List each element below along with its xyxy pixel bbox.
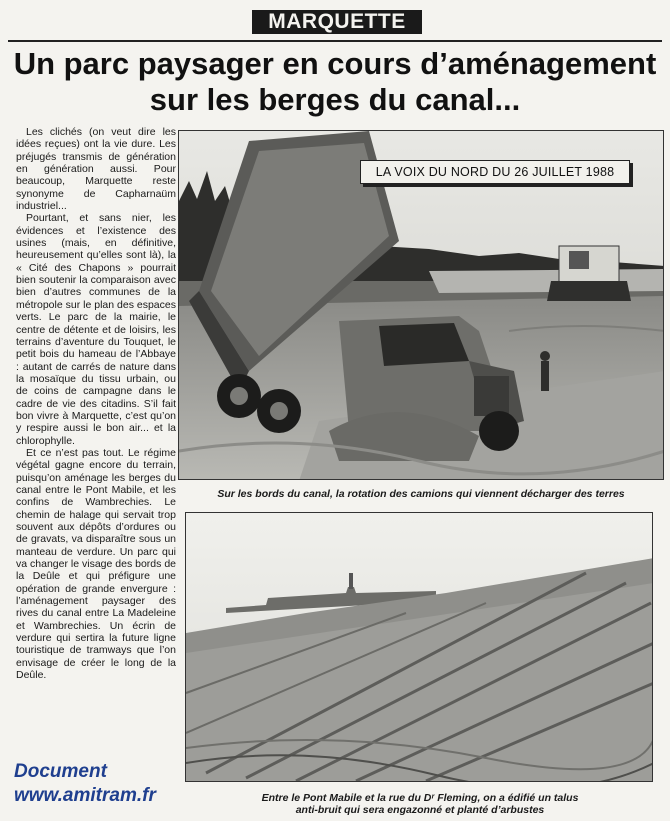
article-paragraph: Les clichés (on veut dire les idées reçues) ont la vie dure. Les préjugés transmis de génération en génération aussi. Pour beaucoup, Marquette reste synonyme de Capharnaüm industriel... [16,126,176,213]
headline-line-1: Un parc paysager en cours d’aménagement [13,46,657,81]
photo-caption-1: Sur les bords du canal, la rotation des camions qui viennent décharger des terres [217,488,625,500]
photo-caption-2-line-1: Entre le Pont Mabile et la rue du Dʳ Fleming, on a édifié un talus [261,792,579,804]
article-paragraph: Et ce n’est pas tout. Le régime végétal gagne encore du terrain, puisqu’on aménage les berges du canal entre le Pont Mabile, et les confins de Wambrechies. Le chemin de halage qui servait trop souvent aux dépôts d’ordures ou de gravats, va disparaître sous un manteau de verdure. Un parc qui va changer le visage des bords de la Deûle et qui préfigure une opération de grande envergure : l’aménagement paysager des rives du canal entre La Madeleine et Wambrechies. Un écrin de verdure qui sertira la future ligne touristique de tramways que l’on envisage de créer le long de la Deûle. [16,446,176,682]
headline-line-2: sur les berges du canal... [149,82,521,117]
section-kicker: MARQUETTE [252,10,422,34]
watermark [14,760,156,808]
watermark-line-2: www.amitram.fr [14,785,156,806]
photo-embankment-image [186,513,653,782]
headline [0,46,670,118]
photo-caption-2-line-2: anti-bruit qui sera engazonné et planté d’arbustes [295,804,545,816]
watermark-line-1: Document [14,761,107,782]
article-body [16,126,176,681]
source-label: LA VOIX DU NORD DU 26 JUILLET 1988 [360,160,630,184]
photo-embankment [185,512,653,782]
photo-caption-2 [205,792,635,816]
header-rule [8,40,662,42]
article-paragraph: Pourtant, et sans nier, les évidences et l’existence des usines (mais, en définitive, heureusement qu’elles sont là), la « Cité des Chapons » pourrait bien soutenir la comparaison avec bien d’autres communes de la métropole sur le plan des espaces verts. Le parc de la mairie, le centre de détente et de loisirs, les terrains d’aventure du Touquet, le petit bois du hameau de l’Abbaye : autant de carrés de nature dans la mosaïque du tissu urbain, ou de coins de campagne dans le cadre de vie des citadins. S’il fait bon vivre à Marquette, c’est qu’on y respire aussi le bon air... et la chlorophylle. [16,212,176,447]
